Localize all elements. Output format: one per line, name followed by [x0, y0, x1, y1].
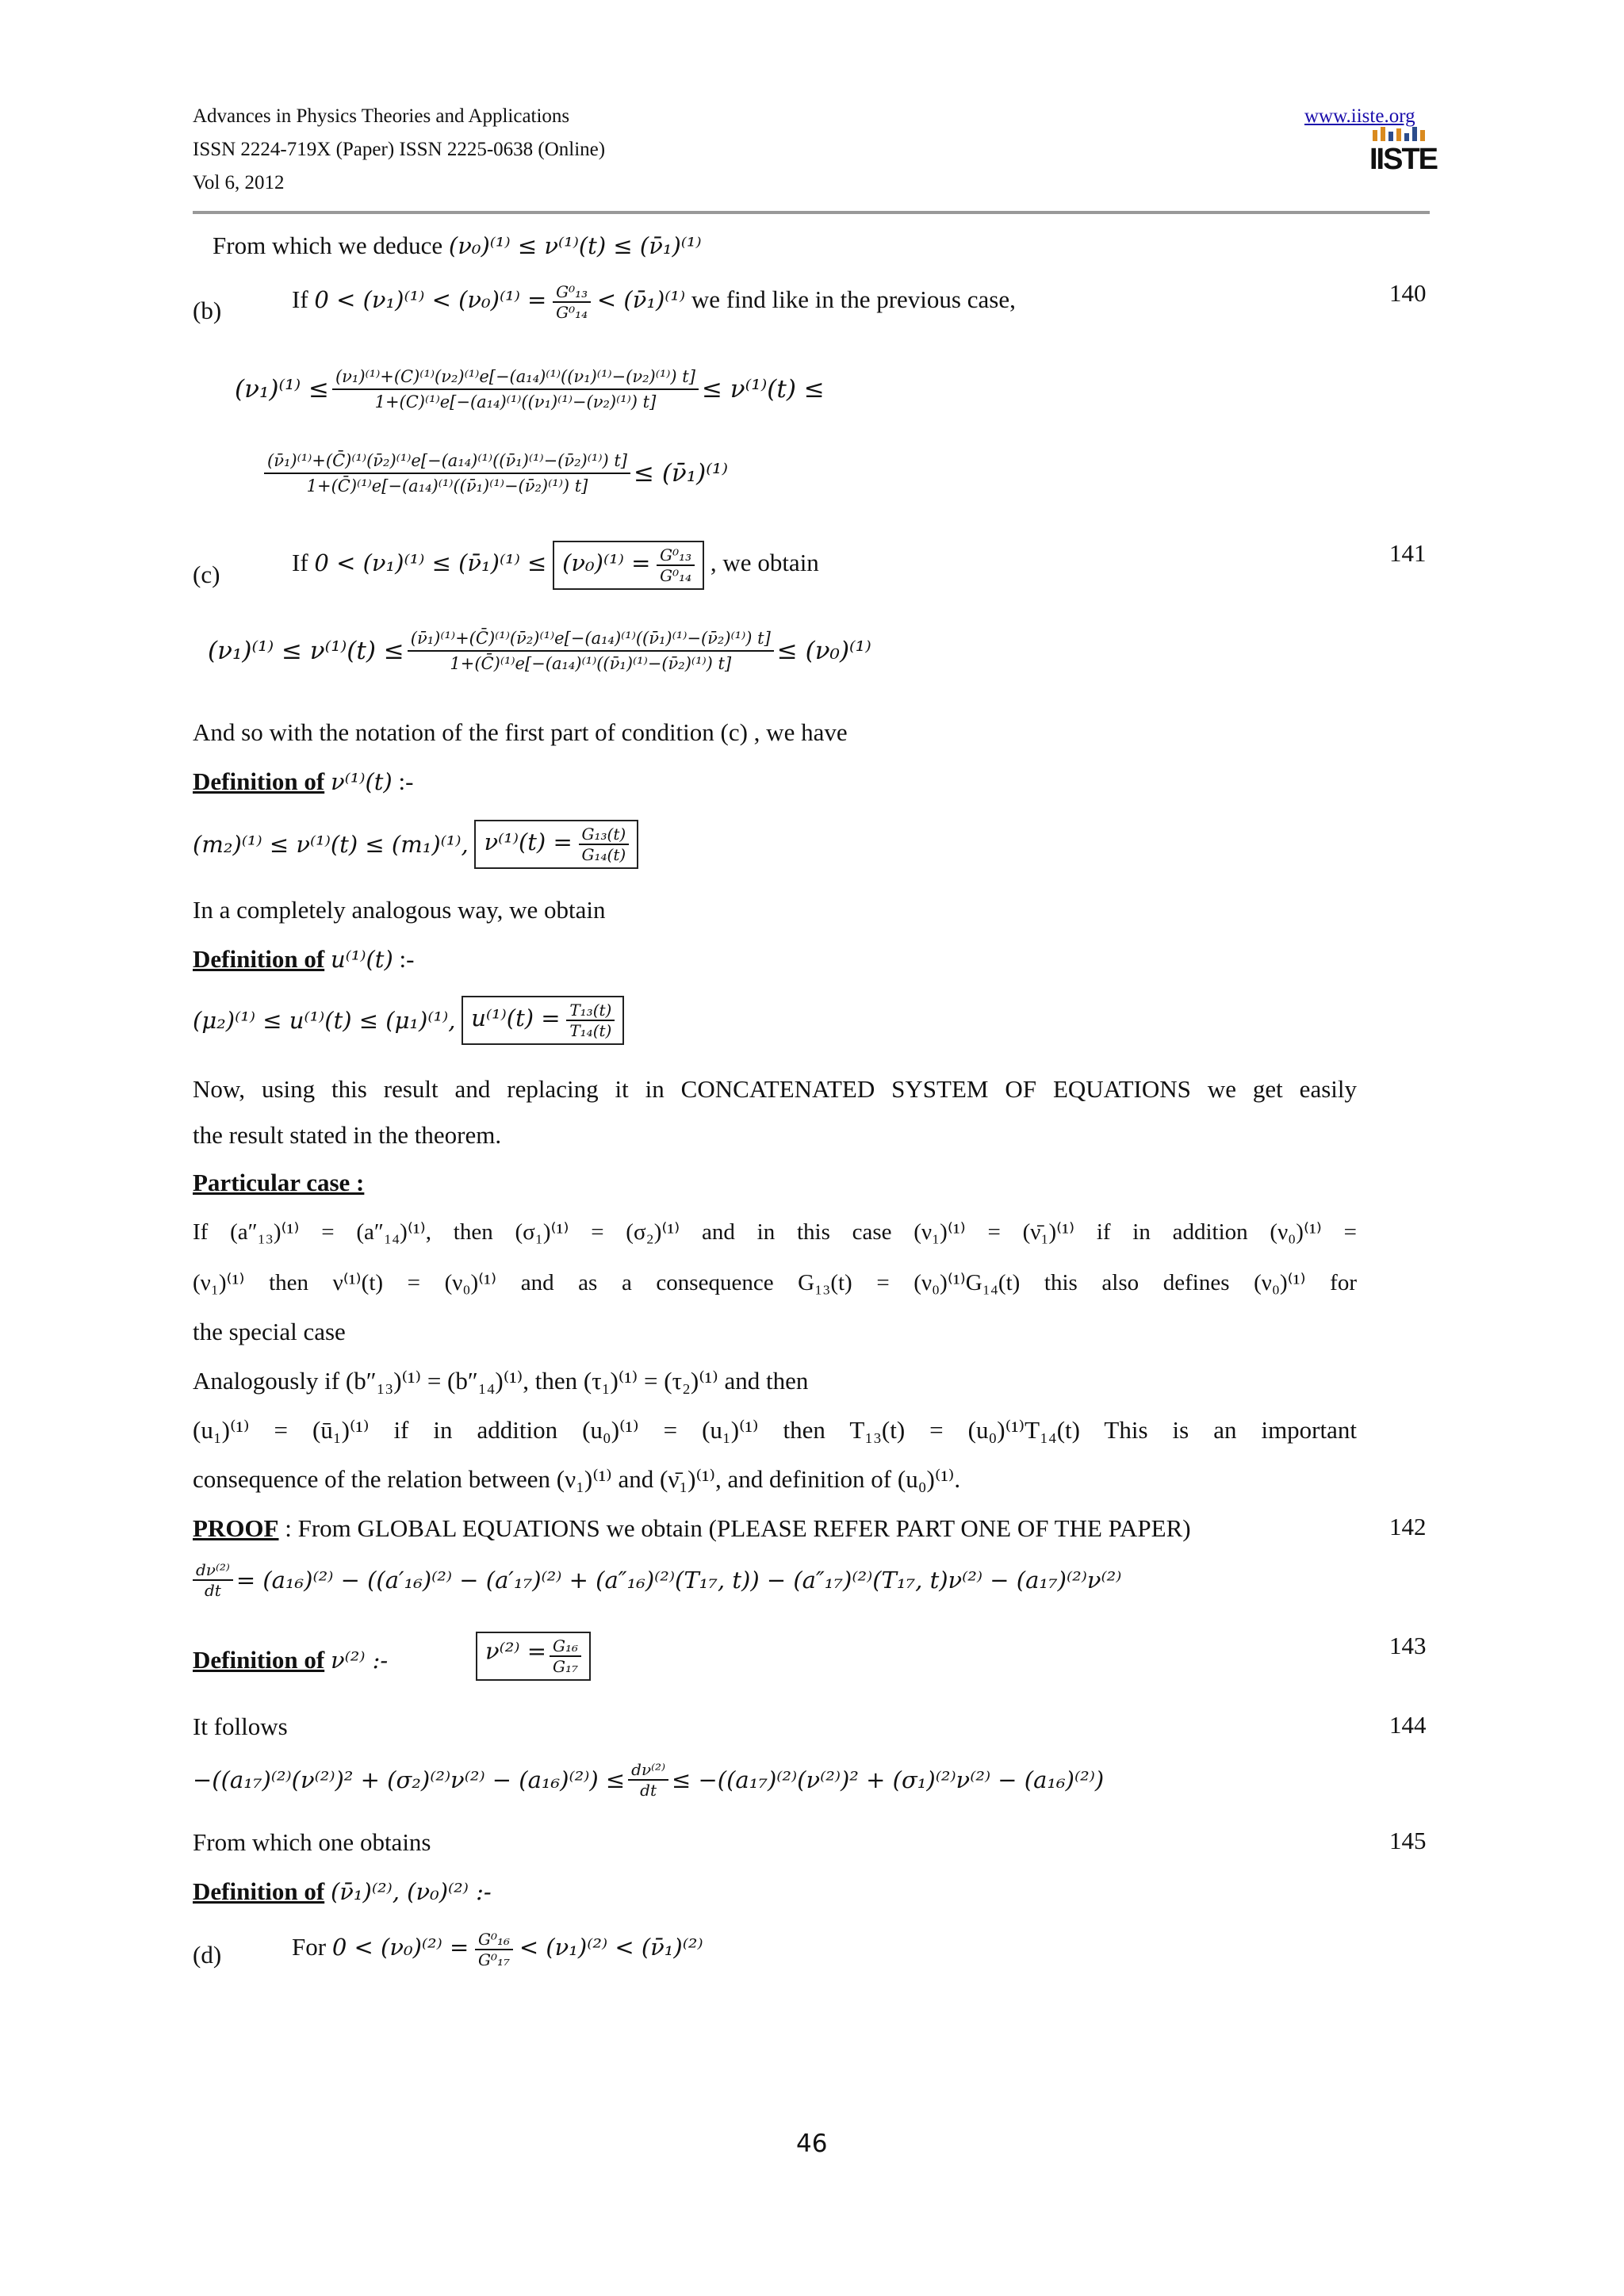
proof-text: : From GLOBAL EQUATIONS we obtain (PLEASE REFER PART ONE OF THE PAPER) — [285, 1514, 1191, 1542]
frac-num: G⁰₁₆ — [478, 1930, 511, 1949]
frac-num: (ν̄₁)⁽¹⁾+(C̄)⁽¹⁾(ν̄₂)⁽¹⁾e[−(a₁₄)⁽¹⁾((ν̄₁)⁽¹⁾−(ν̄₂)⁽¹⁾) t] — [410, 629, 771, 648]
frac-den: 1+(C̄)⁽¹⁾e[−(a₁₄)⁽¹⁾((ν̄₁)⁽¹⁾−(ν̄₂)⁽¹⁾) t] — [264, 473, 630, 498]
definition-tail: :- — [399, 945, 415, 973]
eq-number-144: 144 — [1389, 1711, 1427, 1739]
m-boxed-def — [474, 820, 638, 869]
v2-box — [476, 1632, 591, 1681]
iiste-logo — [1369, 127, 1438, 182]
frac-den: dt — [628, 1779, 668, 1800]
particular-line-4: Analogously if (b″₁₃)⁽¹⁾ = (b″₁₄)⁽¹⁾, then (τ₁)⁽¹⁾ = (τ₂)⁽¹⁾ and then — [193, 1367, 809, 1395]
eq-c-lhs: (ν₁)⁽¹⁾ ≤ ν⁽¹⁾(t) ≤ — [208, 637, 404, 665]
case-c-text: , we obtain — [710, 549, 819, 577]
eq-b2-rhs: ≤ (ν̄₁)⁽¹⁾ — [633, 459, 728, 488]
case-d-math-a: 0 < (ν₀)⁽²⁾ = — [331, 1934, 469, 1961]
frac-num: G₁₃(t) — [581, 825, 626, 844]
case-d-fraction — [475, 1930, 513, 1969]
case-b-math-a: 0 < (ν₁)⁽¹⁾ < (ν₀)⁽¹⁾ = — [314, 286, 547, 314]
frac-num: G₁₆ — [553, 1636, 579, 1655]
definition-v2 — [193, 1644, 388, 1676]
deduce-math: (ν₀)⁽¹⁾ ≤ ν⁽¹⁾(t) ≤ (ν̄₁)⁽¹⁾ — [448, 232, 702, 259]
mu-boxed-def — [462, 996, 624, 1045]
m-box-math: ν⁽¹⁾(t) = — [484, 828, 573, 856]
frac-den: 1+(C̄)⁽¹⁾e[−(a₁₄)⁽¹⁾((ν̄₁)⁽¹⁾−(ν̄₂)⁽¹⁾) t] — [408, 650, 774, 675]
eq-c-rhs: ≤ (ν₀)⁽¹⁾ — [776, 637, 871, 665]
equation-b2 — [264, 449, 728, 498]
issn-line: ISSN 2224-719X (Paper) ISSN 2225-0638 (Online) — [193, 139, 606, 160]
deduce-line — [213, 230, 702, 262]
ineq-fraction — [628, 1760, 668, 1800]
definition-v1bar-v0 — [193, 1876, 492, 1908]
analogous-line: In a completely analogous way, we obtain — [193, 896, 606, 924]
and-so-line: And so with the notation of the first part of condition (c) , we have — [193, 718, 848, 746]
mu-inequality-line — [193, 996, 624, 1045]
case-b-line — [292, 282, 1016, 322]
frac-num: (ν̄₁)⁽¹⁾+(C̄)⁽¹⁾(ν̄₂)⁽¹⁾e[−(a₁₄)⁽¹⁾((ν̄₁)⁽¹⁾−(ν̄₂)⁽¹⁾) t] — [267, 451, 627, 470]
definition-tail: :- — [398, 767, 414, 795]
case-b-fraction — [553, 282, 591, 322]
now-line-1: Now, using this result and replacing it in CONCATENATED SYSTEM OF EQUATIONS we get easily — [193, 1075, 1357, 1103]
frac-den: T₁₄(t) — [566, 1020, 615, 1040]
frac-den: 1+(C)⁽¹⁾e[−(a₁₄)⁽¹⁾((ν₁)⁽¹⁾−(ν₂)⁽¹⁾) t] — [332, 388, 699, 414]
v2-boxed-def — [476, 1632, 591, 1681]
definition-math: ν⁽¹⁾(t) — [330, 768, 393, 795]
definition-label: Definition of — [193, 1877, 325, 1905]
logo-text: IISTE — [1369, 143, 1438, 176]
ineq-rhs: ≤ −((a₁₇)⁽²⁾(ν⁽²⁾)² + (σ₁)⁽²⁾ν⁽²⁾ − (a₁₆)⁽²⁾) — [671, 1766, 1105, 1793]
definition-label: Definition of — [193, 1646, 325, 1674]
case-c-box-math: (ν₀)⁽¹⁾ = — [562, 549, 651, 577]
mu-fraction — [566, 1001, 615, 1040]
particular-line-5: (u₁)⁽¹⁾ = (ū₁)⁽¹⁾ if in addition (u₀)⁽¹⁾ = (u₁)⁽¹⁾ then T₁₃(t) = (u₀)⁽¹⁾T₁₄(t) This is an important — [193, 1416, 1357, 1444]
case-b-if: If — [292, 285, 308, 314]
v2-inequality — [193, 1760, 1104, 1800]
m-inequality-line — [193, 820, 638, 869]
frac-den: G⁰₁₄ — [657, 564, 695, 585]
journal-title: Advances in Physics Theories and Applications — [193, 105, 570, 127]
equation-c — [208, 626, 871, 675]
frac-den: G⁰₁₇ — [475, 1949, 513, 1969]
ineq-lhs: −((a₁₇)⁽²⁾(ν⁽²⁾)² + (σ₂)⁽²⁾ν⁽²⁾ − (a₁₆)⁽²⁾) ≤ — [193, 1766, 626, 1793]
dv-fraction — [193, 1560, 233, 1600]
case-d-math-b: < (ν₁)⁽²⁾ < (ν̄₁)⁽²⁾ — [519, 1934, 703, 1961]
eq-b2-fraction — [264, 449, 630, 498]
proof-label: PROOF — [193, 1514, 279, 1542]
volume-line: Vol 6, 2012 — [193, 172, 285, 193]
m-inequality: (m₂)⁽¹⁾ ≤ ν⁽¹⁾(t) ≤ (m₁)⁽¹⁾, — [193, 831, 469, 858]
frac-num: dν⁽²⁾ — [631, 1760, 665, 1779]
frac-num: G⁰₁₃ — [556, 282, 588, 301]
case-c-math: 0 < (ν₁)⁽¹⁾ ≤ (ν̄₁)⁽¹⁾ ≤ — [314, 549, 547, 577]
case-c-boxed-def — [553, 541, 704, 590]
frac-num: (ν₁)⁽¹⁾+(C)⁽¹⁾(ν₂)⁽¹⁾e[−(a₁₄)⁽¹⁾((ν₁)⁽¹⁾−(ν₂)⁽¹⁾) t] — [335, 367, 695, 386]
v2-fraction — [550, 1636, 581, 1676]
eq-b1-rhs: ≤ ν⁽¹⁾(t) ≤ — [701, 375, 825, 404]
definition-math: ν⁽²⁾ :- — [330, 1647, 389, 1674]
now-line-2: the result stated in the theorem. — [193, 1121, 502, 1149]
eq-number-142: 142 — [1389, 1513, 1427, 1540]
eq-number-140: 140 — [1389, 279, 1427, 307]
particular-line-3: the special case — [193, 1318, 346, 1345]
definition-u1 — [193, 943, 414, 975]
dv-equation — [193, 1560, 1121, 1600]
particular-line-6: consequence of the relation between (ν₁)⁽¹⁾ and (ν̄₁)⁽¹⁾, and definition of (u₀)⁽¹⁾. — [193, 1465, 961, 1493]
case-d-for: For — [292, 1933, 327, 1961]
case-b-label: (b) — [193, 297, 222, 324]
eq-b1-fraction — [332, 365, 699, 414]
mu-box-math: u⁽¹⁾(t) = — [471, 1004, 561, 1032]
case-c-label: (c) — [193, 561, 220, 588]
eq-number-143: 143 — [1389, 1632, 1427, 1659]
it-follows-line: It follows — [193, 1712, 288, 1740]
definition-v1 — [193, 766, 413, 798]
case-b-math-b: < (ν̄₁)⁽¹⁾ — [596, 286, 686, 314]
eq-number-145: 145 — [1389, 1827, 1427, 1854]
case-d-label: (d) — [193, 1941, 222, 1969]
proof-line — [193, 1513, 1191, 1544]
page-number: 46 — [796, 2130, 828, 2158]
frac-den: dt — [193, 1579, 233, 1600]
v2-box-math: ν⁽²⁾ = — [485, 1637, 547, 1665]
particular-line-1: If (a″₁₃)⁽¹⁾ = (a″₁₄)⁽¹⁾, then (σ₁)⁽¹⁾ = (σ₂)⁽¹⁾ and in this case (ν₁)⁽¹⁾ = (ν̄₁)⁽¹⁾ if in addition (ν₀)⁽¹⁾ = — [193, 1219, 1357, 1245]
particular-case-heading: Particular case : — [193, 1169, 365, 1196]
m-fraction — [579, 825, 630, 864]
case-c-line — [292, 541, 819, 590]
journal-url-link[interactable]: www.iiste.org — [1304, 105, 1415, 127]
frac-num: dν⁽²⁾ — [196, 1560, 230, 1579]
case-c-fraction — [657, 545, 695, 585]
case-c-if: If — [292, 549, 308, 577]
definition-math: (ν̄₁)⁽²⁾, (ν₀)⁽²⁾ :- — [330, 1878, 492, 1905]
frac-num: G⁰₁₃ — [660, 545, 692, 564]
header-rule — [193, 211, 1430, 214]
case-d-line — [292, 1930, 703, 1969]
eq-c-fraction — [408, 626, 774, 675]
deduce-text: From which we deduce — [213, 232, 443, 259]
frac-den: G₁₄(t) — [579, 844, 630, 864]
eq-b1-lhs: (ν₁)⁽¹⁾ ≤ — [235, 375, 329, 404]
mu-inequality: (μ₂)⁽¹⁾ ≤ u⁽¹⁾(t) ≤ (μ₁)⁽¹⁾, — [193, 1007, 456, 1034]
from-which-line: From which one obtains — [193, 1828, 431, 1856]
frac-num: T₁₃(t) — [569, 1001, 612, 1020]
dv-rhs: = (a₁₆)⁽²⁾ − ((a′₁₆)⁽²⁾ − (a′₁₇)⁽²⁾ + (a″₁₆)⁽²⁾(T₁₇, t)) − (a″₁₇)⁽²⁾(T₁₇, t)ν⁽²⁾ − (a₁₇)⁽²⁾ν⁽²⁾ — [236, 1567, 1122, 1594]
definition-label: Definition of — [193, 945, 325, 973]
case-b-text: we find like in the previous case, — [691, 285, 1016, 314]
frac-den: G⁰₁₄ — [553, 301, 591, 322]
definition-label: Definition of — [193, 767, 325, 795]
equation-b1 — [235, 365, 825, 414]
eq-number-141: 141 — [1389, 539, 1427, 567]
definition-math: u⁽¹⁾(t) — [330, 946, 393, 973]
particular-line-2: (ν₁)⁽¹⁾ then ν⁽¹⁾(t) = (ν₀)⁽¹⁾ and as a consequence G₁₃(t) = (ν₀)⁽¹⁾G₁₄(t) this also defines (ν₀)⁽¹⁾ for — [193, 1270, 1357, 1295]
frac-den: G₁₇ — [550, 1655, 581, 1676]
